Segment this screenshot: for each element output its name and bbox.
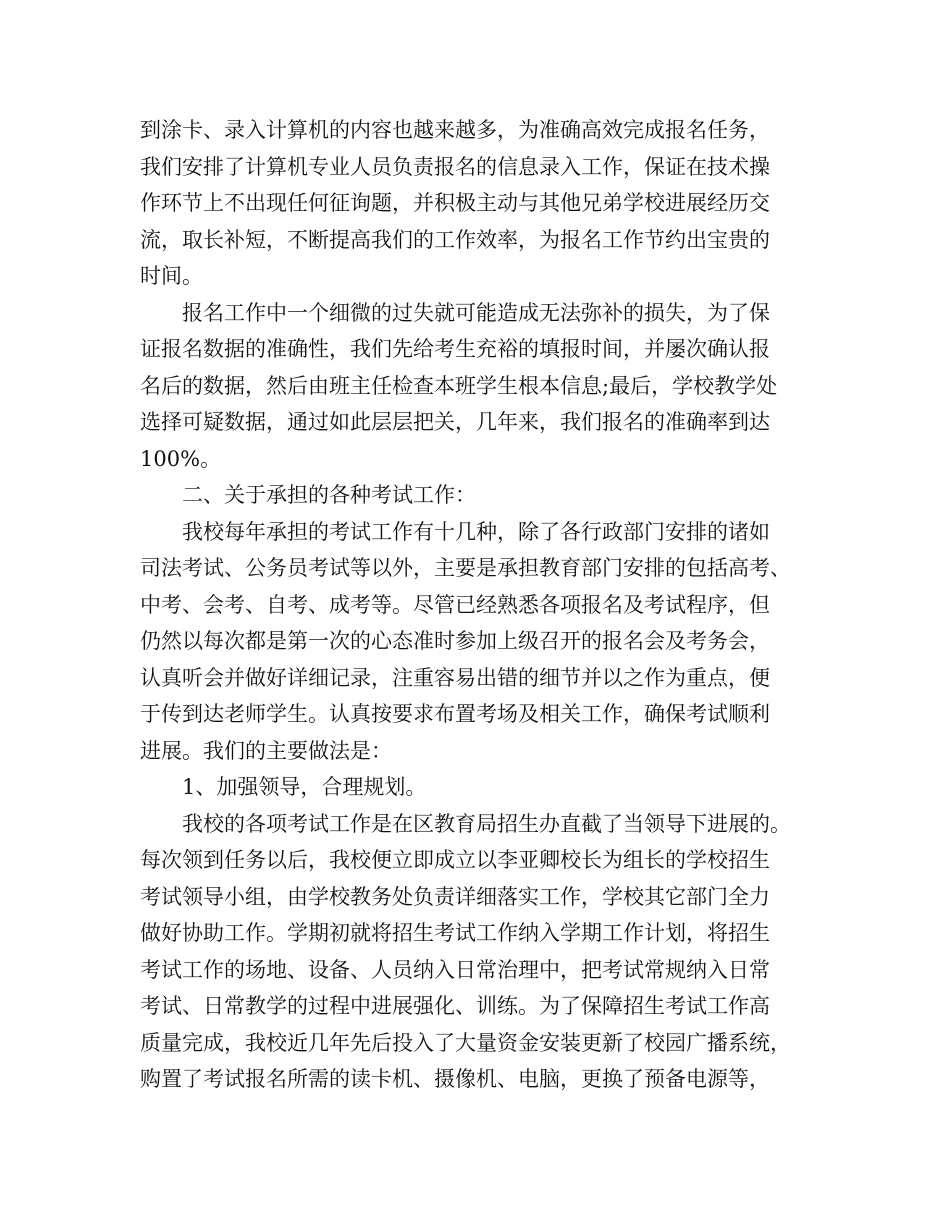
text-line: 到涂卡、录入计算机的内容也越来越多，为准确高效完成报名任务， (140, 118, 770, 142)
text-line: 考试工作的场地、设备、人员纳入日常治理中，把考试常规纳入日常 (140, 957, 770, 982)
text-line: 流，取长补短，不断提高我们的工作效率，为报名工作节约出宝贵的 (140, 227, 770, 252)
text-line: 质量完成，我校近几年先后投入了大量资金安装更新了校园广播系统， (140, 1030, 791, 1055)
paragraph-start-line: 报名工作中一个细微的过失就可能造成无法弥补的损失，为了保 (182, 300, 770, 325)
text-line: 做好协助工作。学期初就将招生考试工作纳入学期工作计划，将招生 (140, 921, 770, 945)
section-heading: 二、关于承担的各种考试工作： (182, 483, 476, 507)
text-line: 每次领到任务以后，我校便立即成立以李亚卿校长为组长的学校招生 (140, 848, 770, 872)
paragraph-start-line: 我校每年承担的考试工作有十几种，除了各行政部门安排的诸如 (182, 519, 770, 544)
paragraph-start-line: 我校的各项考试工作是在区教育局招生办直截了当领导下进展的。 (182, 811, 791, 836)
subsection-heading: 1、加强领导，合理规划。 (182, 775, 427, 799)
text-line: 我们安排了计算机专业人员负责报名的信息录入工作，保证在技术操 (140, 154, 770, 179)
text-line: 司法考试、公务员考试等以外，主要是承担教育部门安排的包括高考、 (140, 556, 791, 580)
text-line: 认真听会并做好详细记录，注重容易出错的细节并以之作为重点，便 (140, 665, 770, 690)
text-line: 中考、会考、自考、成考等。尽管已经熟悉各项报名及考试程序，但 (140, 592, 770, 617)
body-text (140, 112, 830, 1098)
text-line: 100%。 (140, 446, 222, 471)
text-line: 购置了考试报名所需的读卡机、摄像机、电脑，更换了预备电源等， (140, 1067, 770, 1091)
text-line: 于传到达老师学生。认真按要求布置考场及相关工作，确保考试顺利 (140, 702, 770, 726)
text-line: 选择可疑数据，通过如此层层把关，几年来，我们报名的准确率到达 (140, 410, 770, 434)
text-line: 名后的数据，然后由班主任检查本班学生根本信息;最后，学校教学处 (140, 373, 778, 398)
text-line: 进展。我们的主要做法是： (140, 738, 392, 763)
text-line: 考试领导小组，由学校教务处负责详细落实工作，学校其它部门全力 (140, 884, 770, 909)
text-line: 考试、日常教学的过程中进展强化、训练。为了保障招生考试工作高 (140, 994, 770, 1018)
text-line: 仍然以每次都是第一次的心态准时参加上级召开的报名会及考务会， (140, 629, 770, 653)
text-line: 作环节上不出现任何征询题，并积极主动与其他兄弟学校进展经历交 (140, 191, 770, 215)
text-line: 证报名数据的准确性，我们先给考生充裕的填报时间，并屡次确认报 (140, 337, 770, 361)
text-line: 时间。 (140, 264, 203, 288)
